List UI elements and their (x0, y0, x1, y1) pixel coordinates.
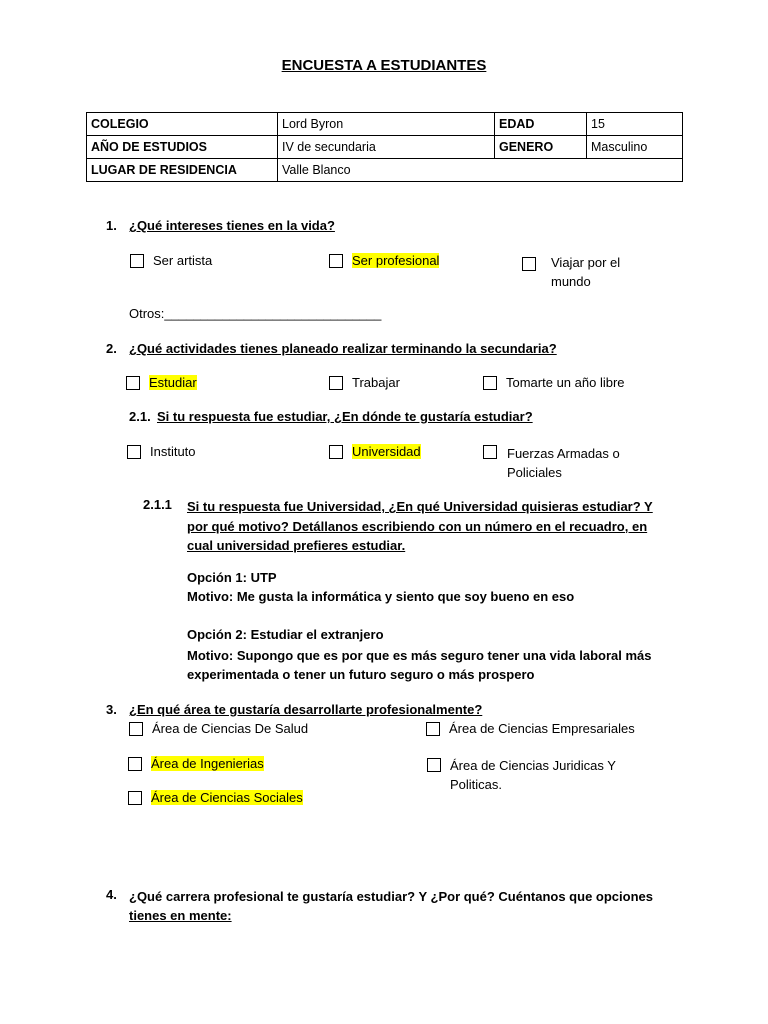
option-label-line1: Fuerzas Armadas o (507, 446, 620, 461)
checkbox[interactable] (329, 254, 343, 268)
edad-value: 15 (587, 113, 683, 136)
q2-text-content: ¿Qué actividades tienes planeado realizar terminando la secundaria? (129, 341, 557, 356)
q211-number: 2.1.1 (143, 497, 172, 512)
q4-text (129, 887, 653, 925)
option-label-line1: Viajar por el (551, 255, 621, 270)
option-label (551, 253, 620, 291)
motivo1-value: Me gusta la informática y siento que soy bueno en eso (236, 589, 575, 604)
motivo2-label: Motivo: (187, 648, 234, 663)
q2-option-estudiar[interactable] (126, 375, 197, 390)
option-label: Área de Ciencias De Salud (152, 721, 309, 736)
colegio-value: Lord Byron (278, 113, 495, 136)
q1-option-viajar[interactable] (522, 253, 620, 291)
anio-value: IV de secundaria (278, 136, 495, 159)
option-label-highlighted: Ser profesional (352, 253, 440, 268)
q1-otros-field[interactable]: Otros:______________________________ (129, 306, 382, 321)
checkbox[interactable] (522, 257, 536, 271)
q2-number: 2. (106, 341, 117, 356)
option-label (450, 756, 616, 794)
checkbox[interactable] (483, 445, 497, 459)
q3-number: 3. (106, 702, 117, 717)
q4-number: 4. (106, 887, 117, 902)
q2-text (129, 341, 557, 356)
q2-option-trabajar[interactable] (329, 375, 400, 390)
motivo2-line (187, 646, 652, 684)
option-label: Instituto (150, 444, 196, 459)
option2-value: Estudiar el extranjero (250, 627, 384, 642)
option2-label: Opción 2: (187, 627, 247, 642)
option1-value: UTP (250, 570, 277, 585)
option-label-line2: Politicas. (450, 777, 503, 792)
motivo2-value-line2: experimentada o tener un futuro seguro o más prospero (187, 667, 535, 682)
table-row (87, 159, 683, 182)
q3-option-empresariales[interactable] (426, 721, 635, 736)
q3-option-salud[interactable] (129, 721, 308, 736)
motivo1-line (187, 589, 574, 604)
student-info-table (86, 112, 683, 182)
q211-line3: cual universidad prefieres estudiar. (187, 538, 406, 553)
colegio-label: COLEGIO (87, 113, 278, 136)
q1-option-profesional[interactable] (329, 253, 439, 268)
q1-text (129, 218, 335, 233)
anio-label: AÑO DE ESTUDIOS (87, 136, 278, 159)
option-label-highlighted: Área de Ingenierias (151, 756, 264, 771)
q4-line1: ¿Qué carrera profesional te gustaría estudiar? Y ¿Por qué? Cuéntanos que opciones (129, 889, 653, 904)
checkbox[interactable] (129, 722, 143, 736)
table-row (87, 136, 683, 159)
q3-option-juridicas[interactable] (427, 756, 616, 794)
checkbox[interactable] (329, 445, 343, 459)
option-label (507, 444, 620, 482)
q1-text-content: ¿Qué intereses tienes en la vida? (129, 218, 335, 233)
option-label: Trabajar (352, 375, 400, 390)
genero-label: GENERO (495, 136, 587, 159)
motivo2-value-line1: Supongo que es por que es más seguro tener una vida laboral más (236, 648, 652, 663)
q211-text (187, 497, 653, 556)
q3-option-ingenierias[interactable] (128, 756, 264, 771)
q1-number: 1. (106, 218, 117, 233)
edad-label: EDAD (495, 113, 587, 136)
checkbox[interactable] (126, 376, 140, 390)
option-label-highlighted: Estudiar (149, 375, 197, 390)
option-label-highlighted: Universidad (352, 444, 421, 459)
lugar-label: LUGAR DE RESIDENCIA (87, 159, 278, 182)
q21-text (157, 409, 533, 424)
q3-text (129, 702, 482, 717)
q21-option-instituto[interactable] (127, 444, 196, 459)
q211-line1: Si tu respuesta fue Universidad, ¿En qué Universidad quisieras estudiar? Y (187, 499, 653, 514)
option-label-highlighted: Área de Ciencias Sociales (151, 790, 303, 805)
q21-number: 2.1. (129, 409, 151, 424)
page-title: ENCUESTA A ESTUDIANTES (281, 57, 487, 74)
q21-option-universidad[interactable] (329, 444, 421, 459)
checkbox[interactable] (128, 791, 142, 805)
q3-text-content: ¿En qué área te gustaría desarrollarte profesionalmente? (129, 702, 483, 717)
option-label-line2: mundo (551, 274, 591, 289)
checkbox[interactable] (426, 722, 440, 736)
checkbox[interactable] (130, 254, 144, 268)
option1-label: Opción 1: (187, 570, 247, 585)
motivo1-label: Motivo: (187, 589, 234, 604)
q211-line2: por qué motivo? Detállanos escribiendo con un número en el recuadro, en (187, 518, 648, 534)
q21-option-fuerzas-armadas[interactable] (483, 444, 620, 482)
table-row (87, 113, 683, 136)
checkbox[interactable] (127, 445, 141, 459)
q3-option-sociales[interactable] (128, 790, 303, 805)
option-label: Tomarte un año libre (506, 375, 625, 390)
option-label-line2: Policiales (507, 465, 562, 480)
lugar-value: Valle Blanco (278, 159, 683, 182)
checkbox[interactable] (483, 376, 497, 390)
option-label: Ser artista (153, 253, 213, 268)
option2-line (187, 627, 384, 642)
genero-value: Masculino (587, 136, 683, 159)
option-label-line1: Área de Ciencias Juridicas Y (450, 758, 616, 773)
checkbox[interactable] (128, 757, 142, 771)
q4-line2: tienes en mente: (129, 908, 232, 923)
checkbox[interactable] (329, 376, 343, 390)
q1-option-artista[interactable] (130, 253, 212, 268)
option1-line (187, 570, 277, 585)
q21-text-content: Si tu respuesta fue estudiar, ¿En dónde te gustaría estudiar? (157, 409, 533, 424)
q2-option-anio-libre[interactable] (483, 375, 625, 390)
checkbox[interactable] (427, 758, 441, 772)
option-label: Área de Ciencias Empresariales (449, 721, 635, 736)
